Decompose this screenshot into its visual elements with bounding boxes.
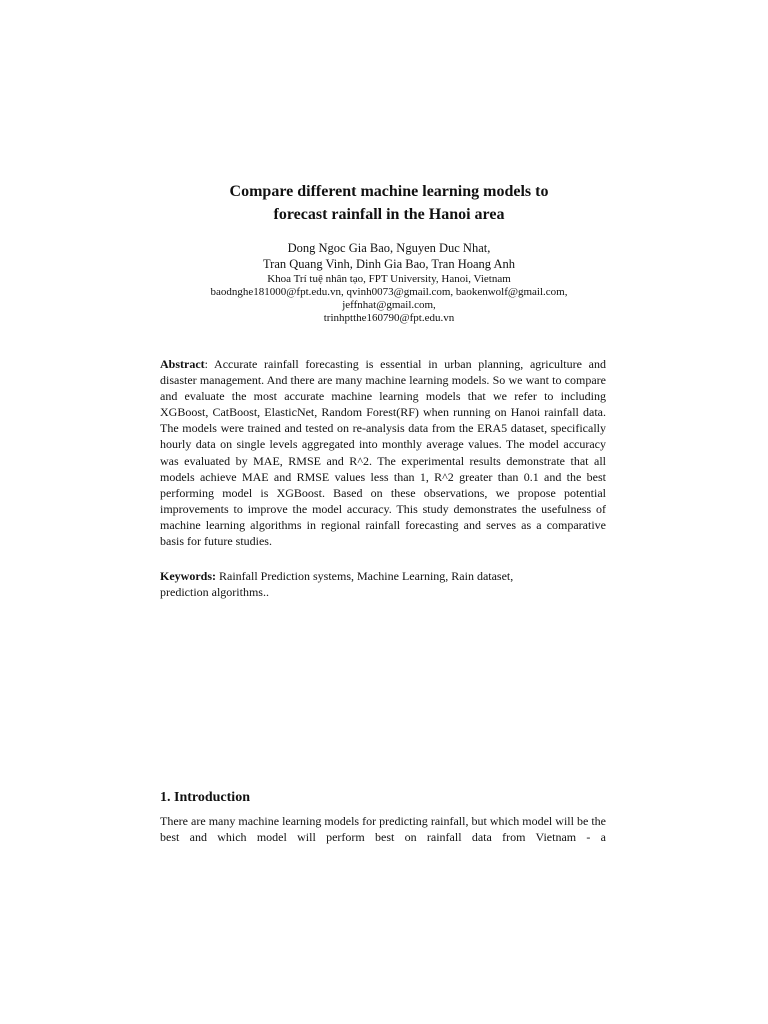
- title-line-2: forecast rainfall in the Hanoi area: [273, 206, 505, 223]
- paper-title: [160, 180, 618, 226]
- keywords-text-1: Rainfall Prediction systems, Machine Learning, Rain dataset,: [216, 569, 514, 583]
- keywords-line-1: [160, 568, 606, 584]
- abstract: [160, 356, 606, 549]
- emails-line-1: baodnghe181000@fpt.edu.vn, qvinh0073@gmail.com, baokenwolf@gmail.com,: [210, 286, 568, 298]
- authors-line-1: Dong Ngoc Gia Bao, Nguyen Duc Nhat,: [287, 241, 491, 255]
- section-heading-introduction: 1. Introduction: [160, 790, 250, 805]
- title-line-1: Compare different machine learning models to: [229, 183, 549, 200]
- keywords: [160, 568, 606, 600]
- introduction-text: There are many machine learning models for predicting rainfall, but which model will be the best and which model will perform best on rainfall data from Vietnam - a: [160, 814, 606, 845]
- authors-line-2: Tran Quang Vinh, Dinh Gia Bao, Tran Hoang Anh: [262, 257, 516, 271]
- affiliation-block: [130, 273, 648, 325]
- author-list: [160, 240, 618, 272]
- keywords-line-2: prediction algorithms..: [160, 585, 269, 600]
- keywords-label: Keywords:: [160, 569, 216, 583]
- affiliation: Khoa Trí tuệ nhân tạo, FPT University, Hanoi, Vietnam: [267, 273, 511, 285]
- emails-line-2: jeffnhat@gmail.com,: [342, 299, 436, 311]
- abstract-label: Abstract: [160, 357, 205, 371]
- emails-line-3: trinhptthe160790@fpt.edu.vn: [323, 312, 455, 324]
- abstract-text: : Accurate rainfall forecasting is essential in urban planning, agriculture and disaster management. And there are many machine learning models. So we want to compare and evaluate the most accurate machine learning models that we refer to including XGBoost, CatBoost, ElasticNet, Random Forest(RF) when running on Hanoi rainfall data. The models were trained and tested on re-analysis data from the ERA5 dataset, specifically hourly data on single levels aggregated into monthly average values. The model accuracy was evaluated by MAE, RMSE and R^2. The experimental results demonstrate that all models achieve MAE and RMSE values less than 1, R^2 greater than 0.1 and the best performing model is XGBoost. Based on these observations, we propose potential improvements to improve the model accuracy. This study demonstrates the usefulness of machine learning algorithms in regional rainfall forecasting and serves as a comparative basis for future studies.: [160, 357, 606, 549]
